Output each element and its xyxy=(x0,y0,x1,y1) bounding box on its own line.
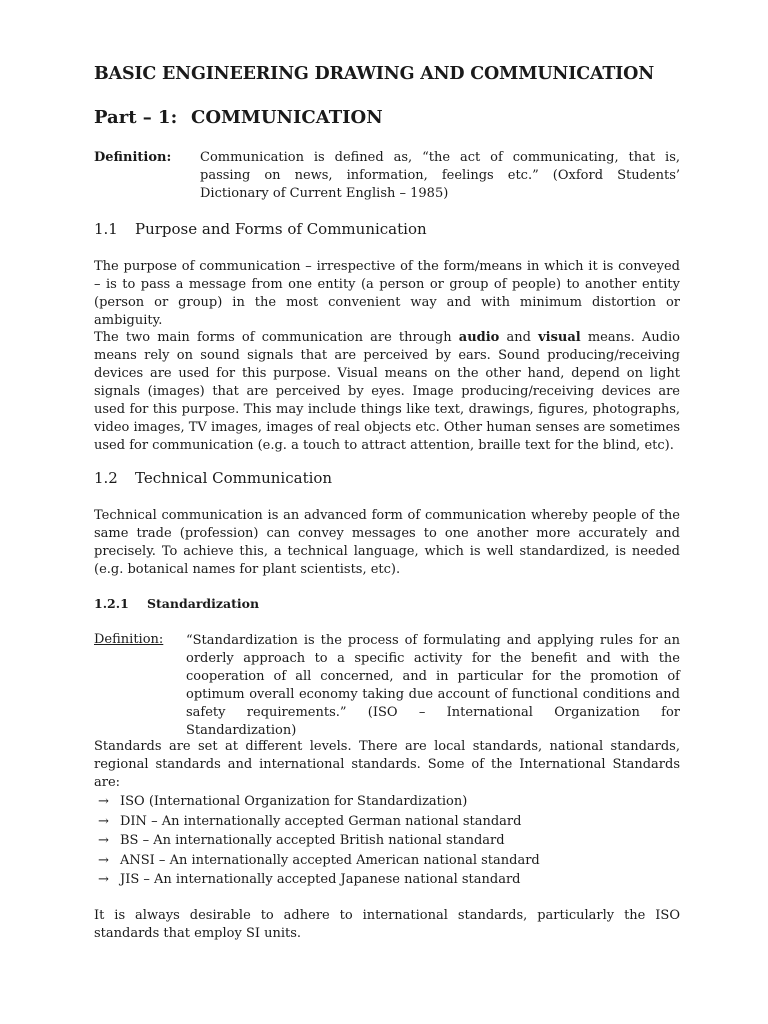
audio-term: audio xyxy=(458,330,500,345)
list-item xyxy=(98,851,540,871)
list-item-text: DIN – An internationally accepted German national standard xyxy=(120,813,522,829)
list-item-text: ISO (International Organization for Standardization) xyxy=(120,794,468,809)
part-title: COMMUNICATION xyxy=(191,107,383,128)
arrow-right-icon: → xyxy=(98,833,109,848)
list-item xyxy=(98,792,540,812)
list-item-text: BS – An internationally accepted British national standard xyxy=(120,833,505,848)
arrow-right-icon: → xyxy=(98,852,109,868)
list-item xyxy=(98,812,540,832)
section-1-2-paragraph-1: Technical communication is an advanced form of communication whereby people of the same trade (profession) can convey messages to one another more accurately and precisely. To achieve this, a technical language, which is well standardized, is needed (e.g. botanical names for plant scientists, etc). xyxy=(94,508,680,577)
paragraph-2-end: means. Audio means rely on sound signals that are perceived by ears. Sound producing/receiving devices are used for this purpose. Visual means on the other hand, depend on light signals (images) that are perceived by eyes. Image producing/receiving devices are used for this purpose. This may include things like text, drawings, figures, photographs, video images, TV images, images of real objects etc. Other human senses are sometimes used for communication (e.g. a touch to attract attention, braille text for the blind, etc). xyxy=(94,330,680,453)
list-item xyxy=(98,870,540,890)
standardization-definition-label: Definition: xyxy=(94,632,164,647)
definition-label: Definition: xyxy=(94,150,172,165)
list-item-text: JIS – An internationally accepted Japanese national standard xyxy=(120,872,521,887)
standardization-definition-text: “Standardization is the process of formulating and applying rules for an orderly approach to a specific activity for the benefit and with the cooperation of all concerned, and in particular for the promotion of optimum overall economy taking due account of functional conditions and safety requirements.” (ISO – International Organization for Standardization) xyxy=(186,633,680,738)
list-item xyxy=(98,831,540,851)
section-1-1-number: 1.1 xyxy=(94,220,118,238)
definition-text: Communication is defined as, “the act of communicating, that is, passing on news, information, feelings etc.” (Oxford Students’ Dictionary of Current English – 1985) xyxy=(200,150,680,201)
visual-term: visual xyxy=(538,330,581,345)
section-1-2-number: 1.2 xyxy=(94,469,118,487)
list-item-text: ANSI – An internationally accepted American national standard xyxy=(120,852,540,868)
document-title: BASIC ENGINEERING DRAWING AND COMMUNICATION xyxy=(94,64,655,84)
paragraph-2-mid: and xyxy=(499,330,539,345)
section-1-2-1-number: 1.2.1 xyxy=(94,596,129,611)
standards-list xyxy=(98,792,540,890)
section-1-1-paragraph-1: The purpose of communication – irrespective of the form/means in which it is conveyed – is to pass a message from one entity (a person or group of people) to another entity (person or group) in the most convenient way and with minimum distortion or ambiguity. xyxy=(94,259,680,328)
section-1-1-heading: Purpose and Forms of Communication xyxy=(135,220,427,238)
section-1-2-1-heading: Standardization xyxy=(147,596,260,611)
arrow-right-icon: → xyxy=(98,813,109,829)
arrow-right-icon: → xyxy=(98,872,109,887)
section-1-2-1-paragraph-2: It is always desirable to adhere to international standards, particularly the ISO standards that employ SI units. xyxy=(94,908,680,941)
section-1-2-1-paragraph-1: Standards are set at different levels. There are local standards, national standards, regional standards and international standards. Some of the International Standards are: xyxy=(94,739,680,790)
arrow-right-icon: → xyxy=(98,794,109,809)
paragraph-2-start: The two main forms of communication are through xyxy=(94,330,459,345)
part-label: Part – 1: xyxy=(94,107,178,128)
section-1-1-paragraph-2 xyxy=(94,329,680,455)
section-1-2-heading: Technical Communication xyxy=(135,469,333,487)
